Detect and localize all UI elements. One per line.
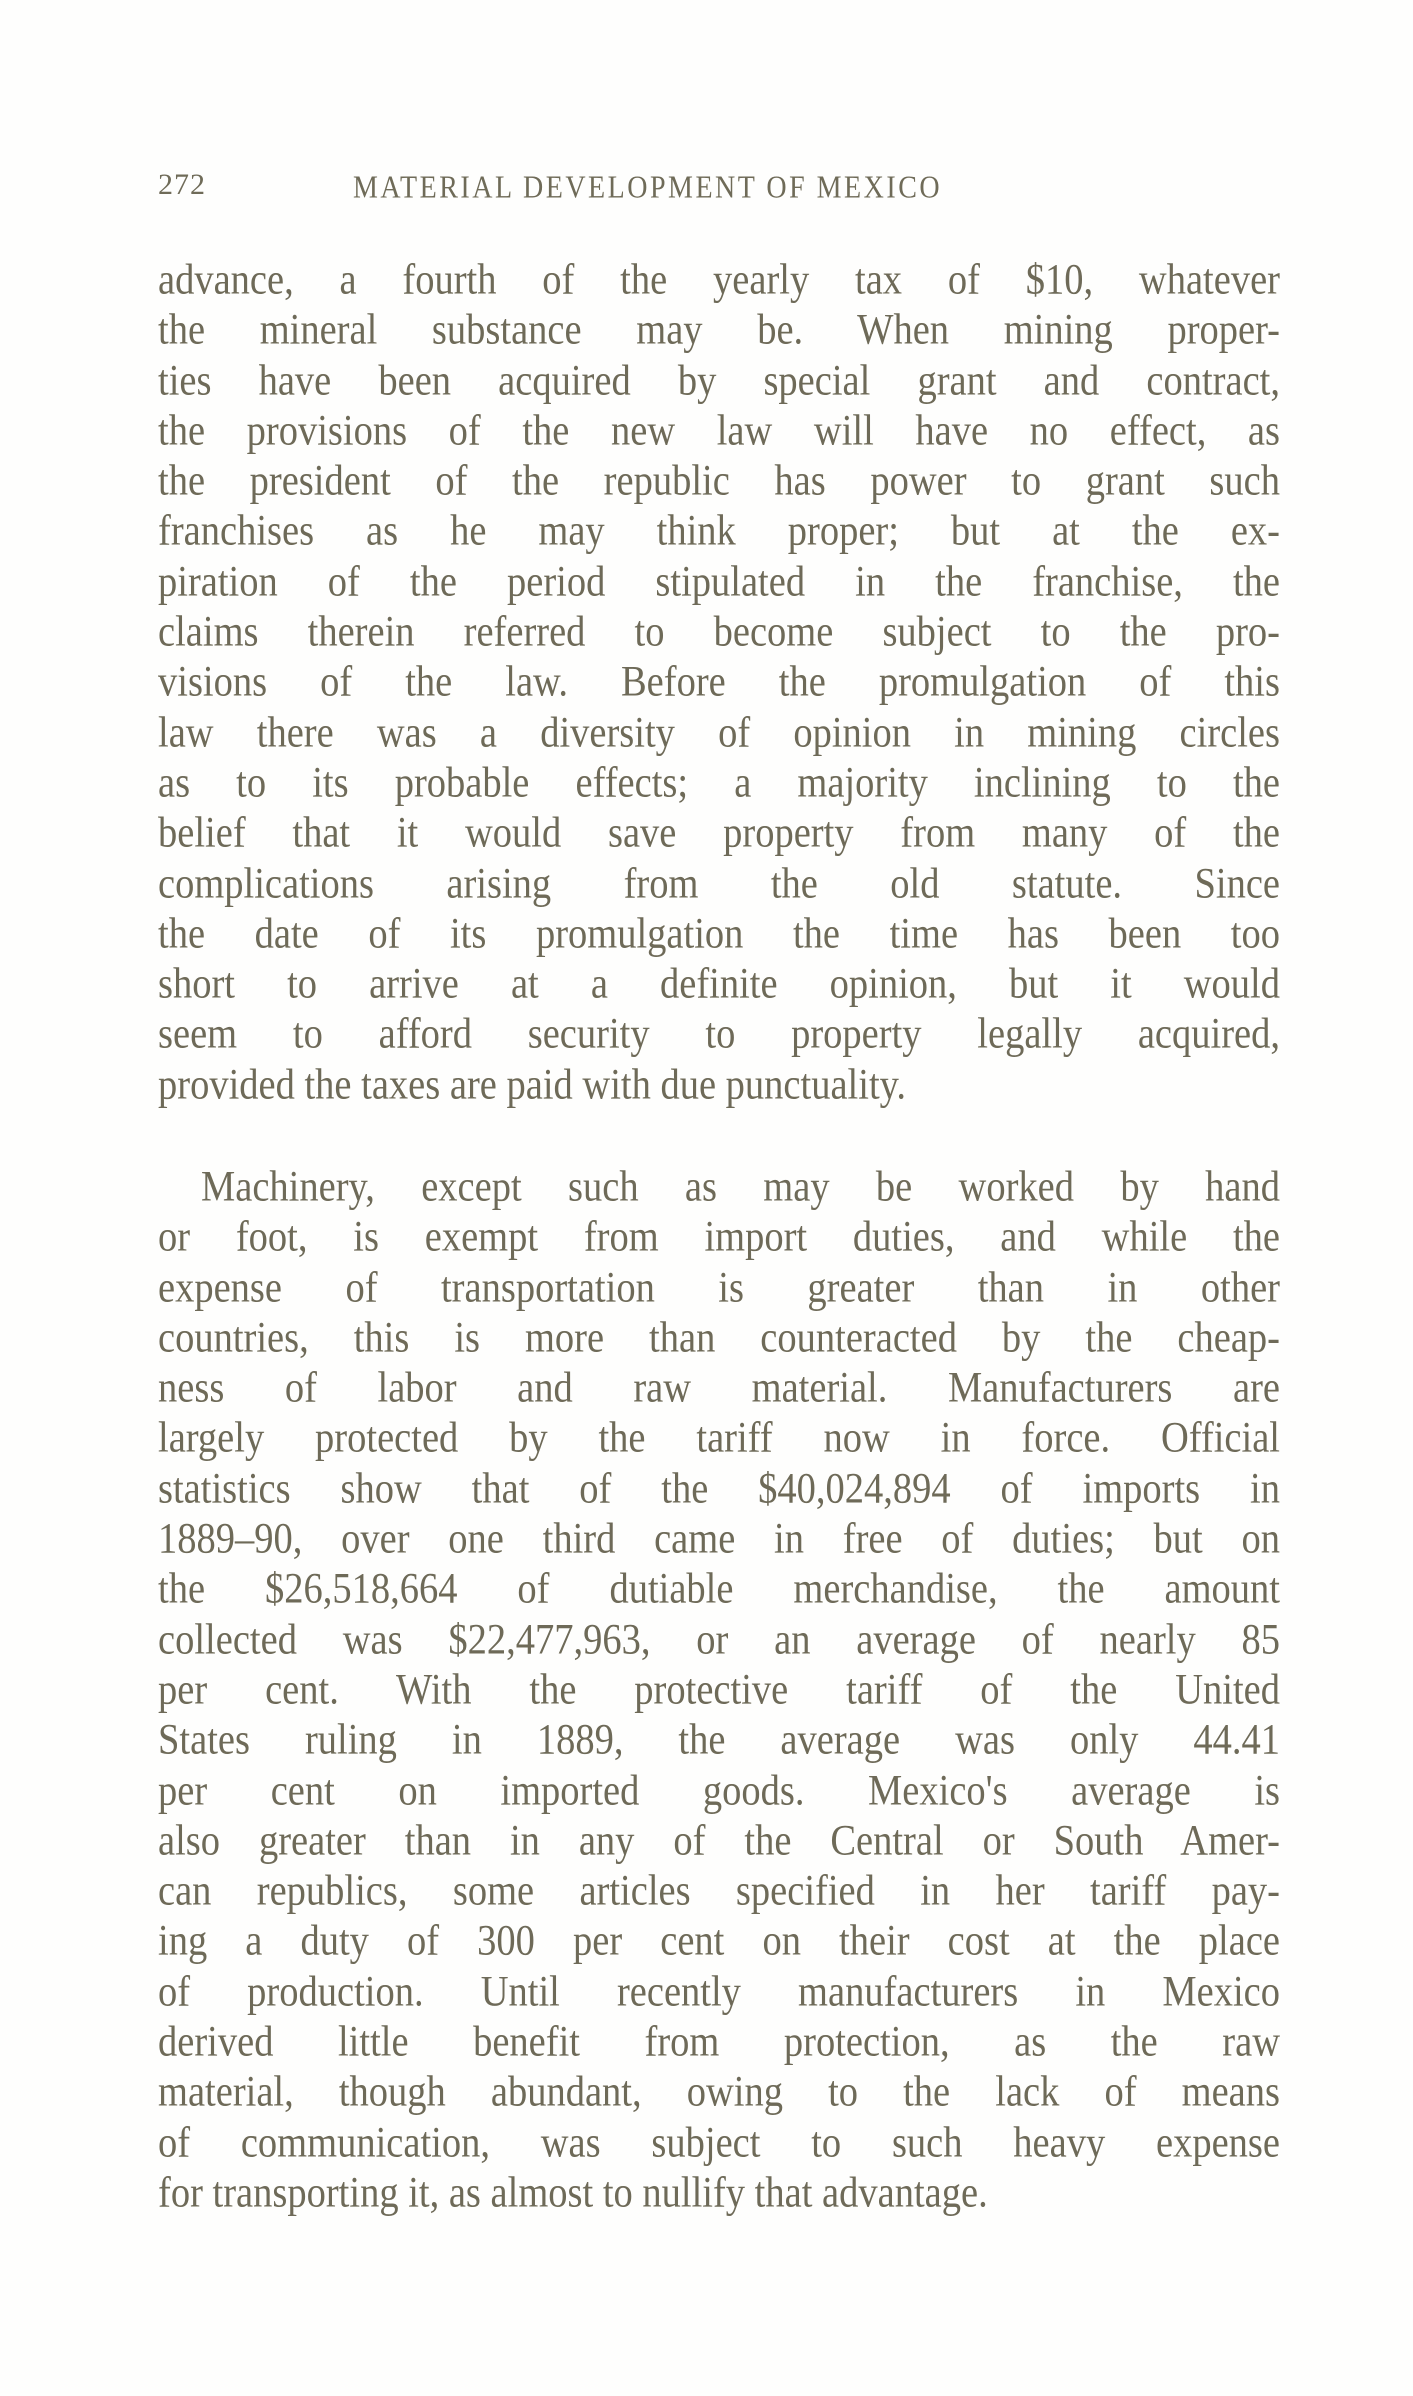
text-line: franchises as he may think proper; but at the ex-	[158, 507, 1280, 555]
running-header	[158, 168, 1278, 208]
text-line: per cent on imported goods. Mexico's average is	[158, 1767, 1280, 1815]
text-line: the $26,518,664 of dutiable merchandise, the amount	[158, 1565, 1280, 1613]
text-line: provided the taxes are paid with due punctuality.	[158, 1061, 907, 1109]
text-line: can republics, some articles specified in her tariff pay-	[158, 1867, 1280, 1915]
running-title: MATERIAL DEVELOPMENT OF MEXICO	[353, 170, 943, 206]
text-line: ing a duty of 300 per cent on their cost at the place	[158, 1917, 1280, 1965]
text-line: belief that it would save property from many of the	[158, 809, 1280, 857]
text-line: visions of the law. Before the promulgation of this	[158, 658, 1280, 706]
text-line: the provisions of the new law will have no effect, as	[158, 407, 1280, 455]
text-line: piration of the period stipulated in the franchise, the	[158, 558, 1280, 606]
text-line: or foot, is exempt from import duties, and while the	[158, 1213, 1280, 1261]
text-line: for transporting it, as almost to nullify that advantage.	[158, 2169, 988, 2217]
text-line: of production. Until recently manufacturers in Mexico	[158, 1968, 1280, 2016]
text-line: statistics show that of the $40,024,894 of imports in	[158, 1465, 1280, 1513]
text-line: derived little benefit from protection, as the raw	[158, 2018, 1280, 2066]
text-line: short to arrive at a definite opinion, but it would	[158, 960, 1280, 1008]
text-line: 1889–90, over one third came in free of duties; but on	[158, 1515, 1280, 1563]
page-number: 272	[158, 168, 206, 201]
text-line: ness of labor and raw material. Manufacturers are	[158, 1364, 1280, 1412]
paragraph-machinery-tariff	[158, 1162, 1280, 2218]
text-line: the president of the republic has power to grant such	[158, 457, 1280, 505]
text-line: advance, a fourth of the yearly tax of $10, whatever	[158, 256, 1280, 304]
text-line: ties have been acquired by special grant and contract,	[158, 357, 1280, 405]
text-line: per cent. With the protective tariff of the United	[158, 1666, 1280, 1714]
text-line: the mineral substance may be. When mining proper-	[158, 306, 1280, 354]
text-line: also greater than in any of the Central or South Amer-	[158, 1817, 1280, 1865]
text-line: States ruling in 1889, the average was only 44.41	[158, 1716, 1280, 1764]
text-line: as to its probable effects; a majority inclining to the	[158, 759, 1280, 807]
text-line: Machinery, except such as may be worked by hand	[201, 1163, 1280, 1211]
text-line: expense of transportation is greater than in other	[158, 1264, 1280, 1312]
paragraph-mining-law	[158, 255, 1280, 1110]
text-line: law there was a diversity of opinion in mining circles	[158, 709, 1280, 757]
text-line: countries, this is more than counteracted by the cheap-	[158, 1314, 1280, 1362]
text-line: seem to afford security to property legally acquired,	[158, 1010, 1280, 1058]
text-line: of communication, was subject to such heavy expense	[158, 2119, 1280, 2167]
text-line: largely protected by the tariff now in force. Official	[158, 1414, 1280, 1462]
text-line: collected was $22,477,963, or an average of nearly 85	[158, 1616, 1280, 1664]
text-line: complications arising from the old statute. Since	[158, 860, 1280, 908]
text-line: claims therein referred to become subject to the pro-	[158, 608, 1280, 656]
text-line: material, though abundant, owing to the lack of means	[158, 2068, 1280, 2116]
text-line: the date of its promulgation the time has been too	[158, 910, 1280, 958]
